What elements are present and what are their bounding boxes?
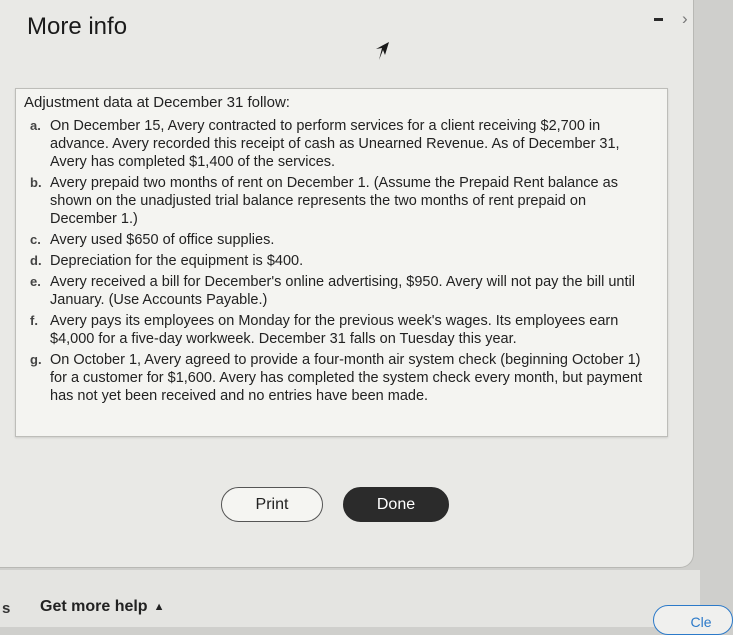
get-more-help-link[interactable] [40, 598, 164, 616]
item-text: Avery used $650 of office supplies. [50, 232, 275, 248]
list-item [26, 351, 656, 405]
list-item [26, 273, 656, 309]
caret-up-icon: ▲ [153, 600, 165, 613]
intro-text: Adjustment data at December 31 follow: [24, 94, 290, 111]
item-text: Depreciation for the equipment is $400. [50, 253, 304, 269]
close-icon[interactable]: › [682, 9, 688, 28]
mouse-pointer-icon [372, 40, 394, 62]
print-button[interactable]: Print [221, 487, 323, 522]
help-label: Get more help [40, 598, 148, 615]
done-button[interactable]: Done [343, 487, 449, 522]
item-text: On December 15, Avery contracted to perform services for a client receiving $2,700 in advance. Avery recorded this receipt of cash as Unearned Revenue. As of December 31, Avery has completed $1,400 of the services. [50, 118, 620, 170]
item-letter: c. [30, 232, 41, 247]
minimize-icon[interactable] [654, 18, 663, 21]
item-letter: d. [30, 253, 42, 268]
edge-text: s [2, 600, 11, 617]
adjustment-data-panel [15, 88, 668, 437]
dialog-title: More info [27, 13, 128, 40]
item-text: Avery pays its employees on Monday for the previous week's wages. Its employees earn $4,000 for a five-day workweek. December 31 falls on Tuesday this year. [50, 313, 619, 347]
item-text: Avery received a bill for December's online advertising, $950. Avery will not pay the bill until January. (Use Accounts Payable.) [50, 274, 635, 308]
item-text: Avery prepaid two months of rent on December 1. (Assume the Prepaid Rent balance as shown on the unadjusted trial balance represents the two months of rent prepaid on December 1.) [50, 175, 618, 227]
list-item [26, 312, 656, 348]
item-letter: g. [30, 352, 42, 367]
item-text: On October 1, Avery agreed to provide a four-month air system check (beginning October 1) for a customer for $1,600. Avery has completed the system check every month, but payment has not yet been received and no entries have been made. [50, 352, 643, 404]
item-letter: a. [30, 118, 41, 133]
list-item [26, 117, 656, 171]
clear-button[interactable]: Cle [653, 605, 733, 635]
item-letter: f. [30, 313, 38, 328]
item-letter: b. [30, 175, 42, 190]
item-letter: e. [30, 274, 41, 289]
list-item [26, 252, 656, 270]
list-item [26, 231, 656, 249]
adjustment-list [26, 117, 656, 408]
list-item [26, 174, 656, 228]
